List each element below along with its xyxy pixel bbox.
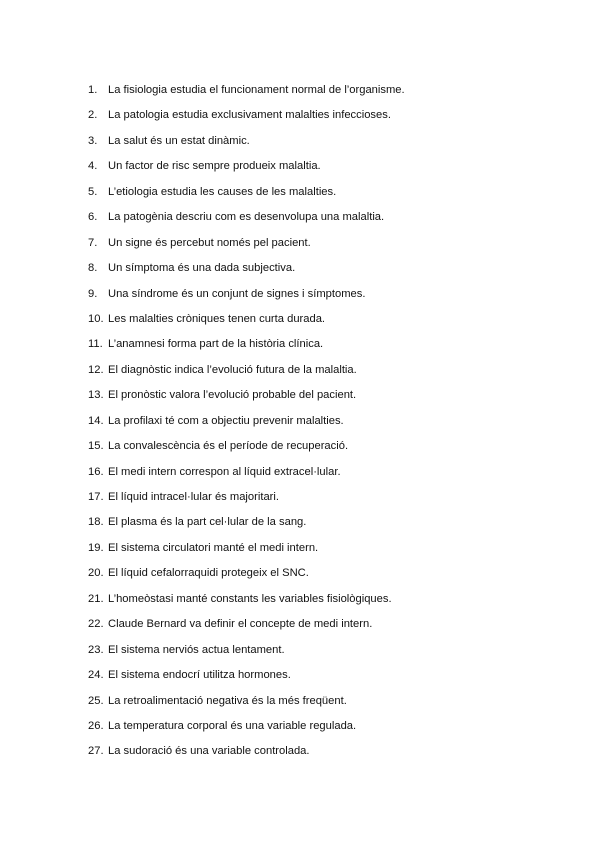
list-item: [88, 286, 405, 311]
item-number: 24.: [88, 669, 104, 682]
item-number: 15.: [88, 440, 104, 453]
list-item: [88, 565, 405, 590]
list-item: [88, 387, 405, 412]
list-item: [88, 616, 405, 641]
item-text: La salut és un estat dinàmic.: [108, 134, 250, 147]
item-number: 25.: [88, 694, 104, 707]
list-item: [88, 464, 405, 489]
list-item: [88, 133, 405, 158]
item-text: El medi intern correspon al líquid extracel·lular.: [108, 465, 341, 478]
list-item: [88, 489, 405, 514]
item-text: Un factor de risc sempre produeix malaltia.: [108, 160, 321, 173]
item-text: Les malalties cròniques tenen curta durada.: [108, 312, 326, 325]
list-item: [88, 158, 405, 183]
list-item: [88, 718, 405, 743]
item-text: El líquid cefalorraquidi protegeix el SNC.: [108, 567, 309, 580]
list-item: [88, 235, 405, 260]
item-text: L’etiologia estudia les causes de les malalties.: [108, 185, 337, 198]
item-text: La temperatura corporal és una variable regulada.: [108, 719, 357, 732]
list-item: [88, 362, 405, 387]
item-text: L’homeòstasi manté constants les variables fisiològiques.: [108, 592, 392, 605]
item-number: 2.: [88, 109, 98, 122]
item-text: El diagnòstic indica l’evolució futura de la malaltia.: [108, 363, 357, 376]
item-number: 1.: [88, 84, 98, 96]
list-item: [88, 209, 405, 234]
list-item: [88, 336, 405, 361]
item-number: 23.: [88, 643, 104, 656]
item-number: 13.: [88, 389, 104, 402]
item-number: 17.: [88, 491, 104, 503]
item-text: La profilaxi té com a objectiu prevenir malalties.: [108, 414, 344, 427]
item-number: 5.: [88, 185, 98, 198]
item-text: El líquid intracel·lular és majoritari.: [108, 491, 279, 503]
list-item: [88, 311, 405, 336]
list-item: [88, 514, 405, 539]
item-text: Claude Bernard va definir el concepte de medi intern.: [108, 618, 373, 631]
list-item: [88, 743, 405, 768]
item-text: El plasma és la part cel·lular de la sang.: [108, 516, 307, 529]
item-text: Una síndrome és un conjunt de signes i símptomes.: [108, 287, 366, 300]
item-text: La patologia estudia exclusivament malalties infeccioses.: [108, 109, 391, 122]
item-number: 9.: [88, 287, 98, 300]
item-number: 19.: [88, 541, 104, 554]
list-item: [88, 591, 405, 616]
list-item: [88, 540, 405, 565]
list-item: [88, 107, 405, 132]
item-text: El sistema circulatori manté el medi intern.: [108, 541, 319, 554]
list-item: [88, 413, 405, 438]
statement-list: [88, 82, 405, 769]
item-text: La fisiologia estudia el funcionament normal de l’organisme.: [108, 84, 405, 96]
item-number: 8.: [88, 262, 98, 275]
item-number: 4.: [88, 160, 98, 173]
item-text: El pronòstic valora l’evolució probable del pacient.: [108, 389, 357, 402]
item-number: 26.: [88, 719, 104, 732]
item-number: 6.: [88, 211, 98, 224]
item-text: El sistema nerviós actua lentament.: [108, 643, 285, 656]
item-number: 21.: [88, 592, 104, 605]
list-item: [88, 438, 405, 463]
item-text: L’anamnesi forma part de la història clínica.: [108, 338, 324, 351]
item-number: 3.: [88, 134, 98, 147]
item-text: La convalescència és el període de recuperació.: [108, 440, 349, 453]
item-number: 12.: [88, 363, 104, 376]
list-item: [88, 82, 405, 107]
item-text: La patogènia descriu com es desenvolupa una malaltia.: [108, 211, 385, 224]
item-number: 27.: [88, 745, 104, 758]
item-text: La sudoració és una variable controlada.: [108, 745, 310, 758]
list-item: [88, 642, 405, 667]
item-number: 10.: [88, 312, 104, 325]
item-number: 16.: [88, 465, 104, 478]
item-text: Un signe és percebut només pel pacient.: [108, 236, 311, 249]
item-number: 20.: [88, 567, 104, 580]
item-text: Un símptoma és una dada subjectiva.: [108, 262, 296, 275]
item-number: 22.: [88, 618, 104, 631]
item-text: La retroalimentació negativa és la més freqüent.: [108, 694, 347, 707]
item-number: 14.: [88, 414, 104, 427]
item-text: El sistema endocrí utilitza hormones.: [108, 669, 291, 682]
list-item: [88, 184, 405, 209]
item-number: 11.: [88, 338, 103, 351]
list-item: [88, 693, 405, 718]
item-number: 7.: [88, 236, 98, 249]
list-item: [88, 667, 405, 692]
list-item: [88, 260, 405, 285]
item-number: 18.: [88, 516, 104, 529]
